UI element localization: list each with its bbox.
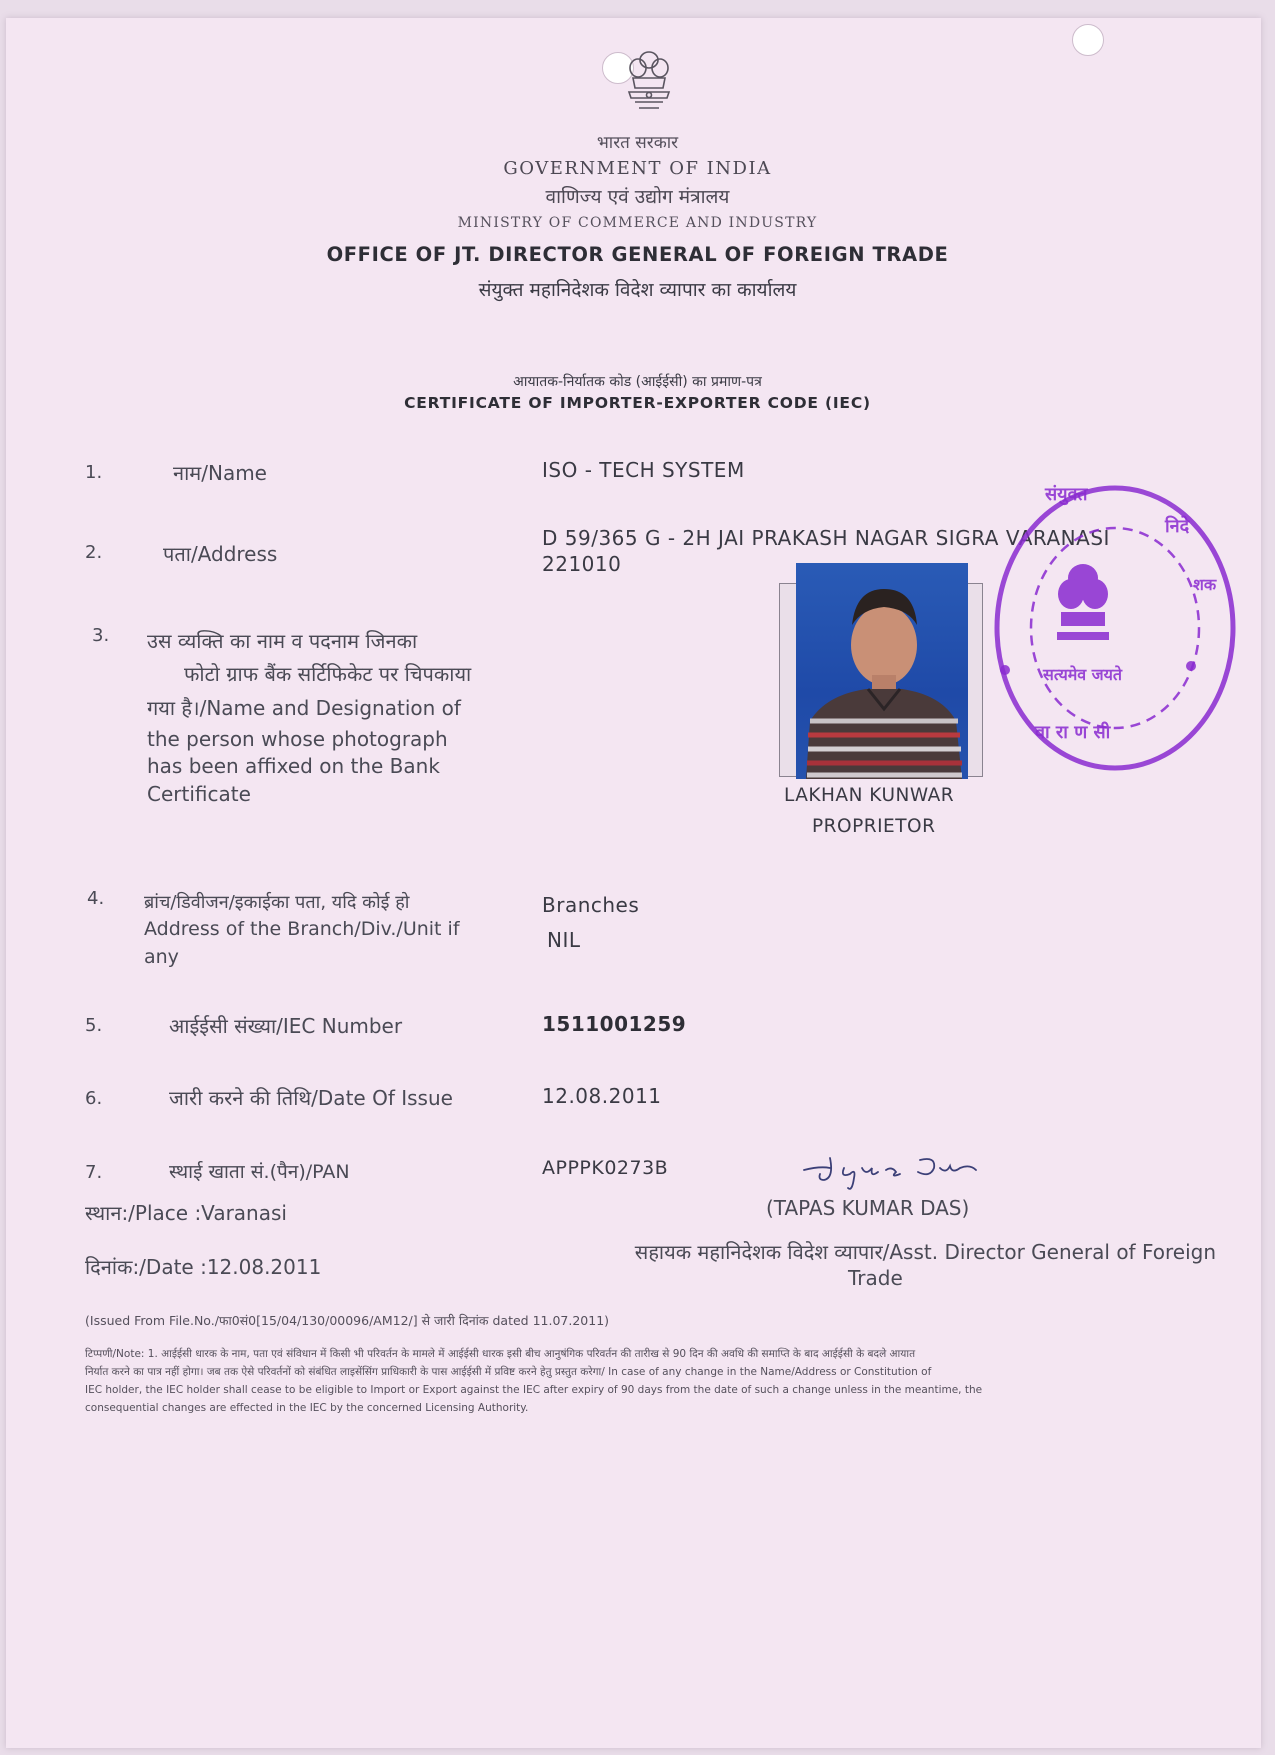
- branch-label-line1: ब्रांच/डिवीजन/इकाईका पता, यदि कोई हो: [144, 892, 410, 913]
- branch-label-line2: Address of the Branch/Div./Unit if: [144, 918, 460, 940]
- address-value-line2: 221010: [542, 552, 622, 576]
- punch-hole: [1072, 24, 1104, 56]
- signatory-title-line2: Trade: [848, 1266, 903, 1290]
- row-number: 3.: [92, 625, 110, 646]
- office-seal-stamp: [975, 470, 1245, 778]
- address-value-line1: D 59/365 G - 2H JAI PRAKASH NAGAR SIGRA VARANASI: [542, 526, 1110, 550]
- pan-value: APPPK0273B: [542, 1157, 669, 1179]
- header-hindi-office: संयुक्त महानिदेशक विदेश व्यापार का कार्यालय: [478, 279, 797, 301]
- note-line1: टिप्पणी/Note: 1. आईईसी धारक के नाम, पता एवं संविधान में किसी भी परिवर्तन के मामले में आईईसी धारक इसी बीच आनुषंगिक परिवर्तन की तारीख से 90 दिन की अवधि की समाप्ति के बाद आईईसी के बदले आयात: [85, 1348, 916, 1360]
- person-label-line6: Certificate: [147, 782, 251, 806]
- person-name: LAKHAN KUNWAR: [784, 785, 955, 806]
- svg-text:निदे: निदे: [1165, 516, 1190, 537]
- row-number: 4.: [87, 888, 105, 909]
- header-ministry: MINISTRY OF COMMERCE AND INDUSTRY: [457, 215, 818, 231]
- svg-text:संयुक्त: संयुक्त: [1045, 484, 1088, 505]
- header-govt: GOVERNMENT OF INDIA: [503, 158, 772, 179]
- issue-date-value: 12.08.2011: [542, 1084, 662, 1108]
- certificate-hindi-title: आयातक-निर्यातक कोड (आईईसी) का प्रमाण-पत्र: [513, 374, 762, 390]
- person-label-line5: has been affixed on the Bank: [147, 754, 440, 778]
- signatory-title-line1: सहायक महानिदेशक विदेश व्यापार/Asst. Director General of Foreign: [634, 1240, 1216, 1264]
- header-hindi-ministry: वाणिज्य एवं उद्योग मंत्रालय: [545, 186, 730, 208]
- note-line3: IEC holder, the IEC holder shall cease to be eligible to Import or Export against the IEC after expiry of 90 days from the date of such a change unless in the meantime, the: [85, 1384, 983, 1396]
- row-number: 5.: [85, 1015, 103, 1036]
- person-label-line4: the person whose photograph: [147, 727, 448, 751]
- note-line4: consequential changes are effected in the IEC by the concerned Licensing Authority.: [85, 1402, 529, 1414]
- person-label-line2: फोटो ग्राफ बैंक सर्टिफिकेट पर चिपकाया: [184, 662, 472, 686]
- issue-date-label: जारी करने की तिथि/Date Of Issue: [169, 1086, 453, 1110]
- address-label: पता/Address: [163, 542, 278, 566]
- signatory-name: (TAPAS KUMAR DAS): [766, 1196, 970, 1220]
- person-label-line3: गया है।/Name and Designation of: [147, 696, 461, 720]
- header-office: OFFICE OF JT. DIRECTOR GENERAL OF FOREIGN TRADE: [326, 243, 949, 266]
- svg-text:वा रा ण सी: वा रा ण सी: [1035, 722, 1111, 743]
- branch-heading: Branches: [542, 893, 640, 917]
- iec-label: आईईसी संख्या/IEC Number: [169, 1014, 403, 1038]
- pan-label: स्थाई खाता सं.(पैन)/PAN: [169, 1161, 350, 1183]
- name-label: नाम/Name: [173, 461, 267, 485]
- certificate-title: CERTIFICATE OF IMPORTER-EXPORTER CODE (IEC): [404, 394, 871, 412]
- row-number: 7.: [85, 1162, 103, 1183]
- branch-value: NIL: [547, 928, 581, 952]
- place: स्थान:/Place :Varanasi: [85, 1201, 287, 1225]
- svg-text:शक: शक: [1193, 575, 1217, 594]
- branch-label-line3: any: [144, 946, 179, 968]
- signature: [800, 1148, 1000, 1196]
- note-line2: निर्यात करने का पात्र नहीं होगा। जब तक ऐसे परिवर्तनों को संबंधित लाइसेंसिंग प्राधिकारी के पास आईईसी में प्रविष्ट करने हेतु प्रस्तुत करेगा/ In case of any change in the Name/Address or Constitution of: [85, 1366, 932, 1378]
- name-value: ISO - TECH SYSTEM: [542, 458, 745, 482]
- person-label-line1: उस व्यक्ति का नाम व पदनाम जिनका: [147, 629, 418, 653]
- national-emblem-icon: [621, 46, 677, 118]
- issued-from-note: (Issued From File.No./फा0सं0[15/04/130/00096/AM12/] से जारी दिनांक dated 11.07.2011): [85, 1313, 610, 1328]
- iec-value: 1511001259: [542, 1012, 687, 1036]
- person-designation: PROPRIETOR: [812, 816, 936, 837]
- row-number: 1.: [85, 462, 103, 483]
- svg-text:सत्यमेव जयते: सत्यमेव जयते: [1043, 665, 1123, 684]
- proprietor-photo: [796, 563, 968, 779]
- header-hindi-govt: भारत सरकार: [596, 133, 679, 153]
- row-number: 6.: [85, 1088, 103, 1109]
- date: दिनांक:/Date :12.08.2011: [85, 1255, 322, 1279]
- row-number: 2.: [85, 542, 103, 563]
